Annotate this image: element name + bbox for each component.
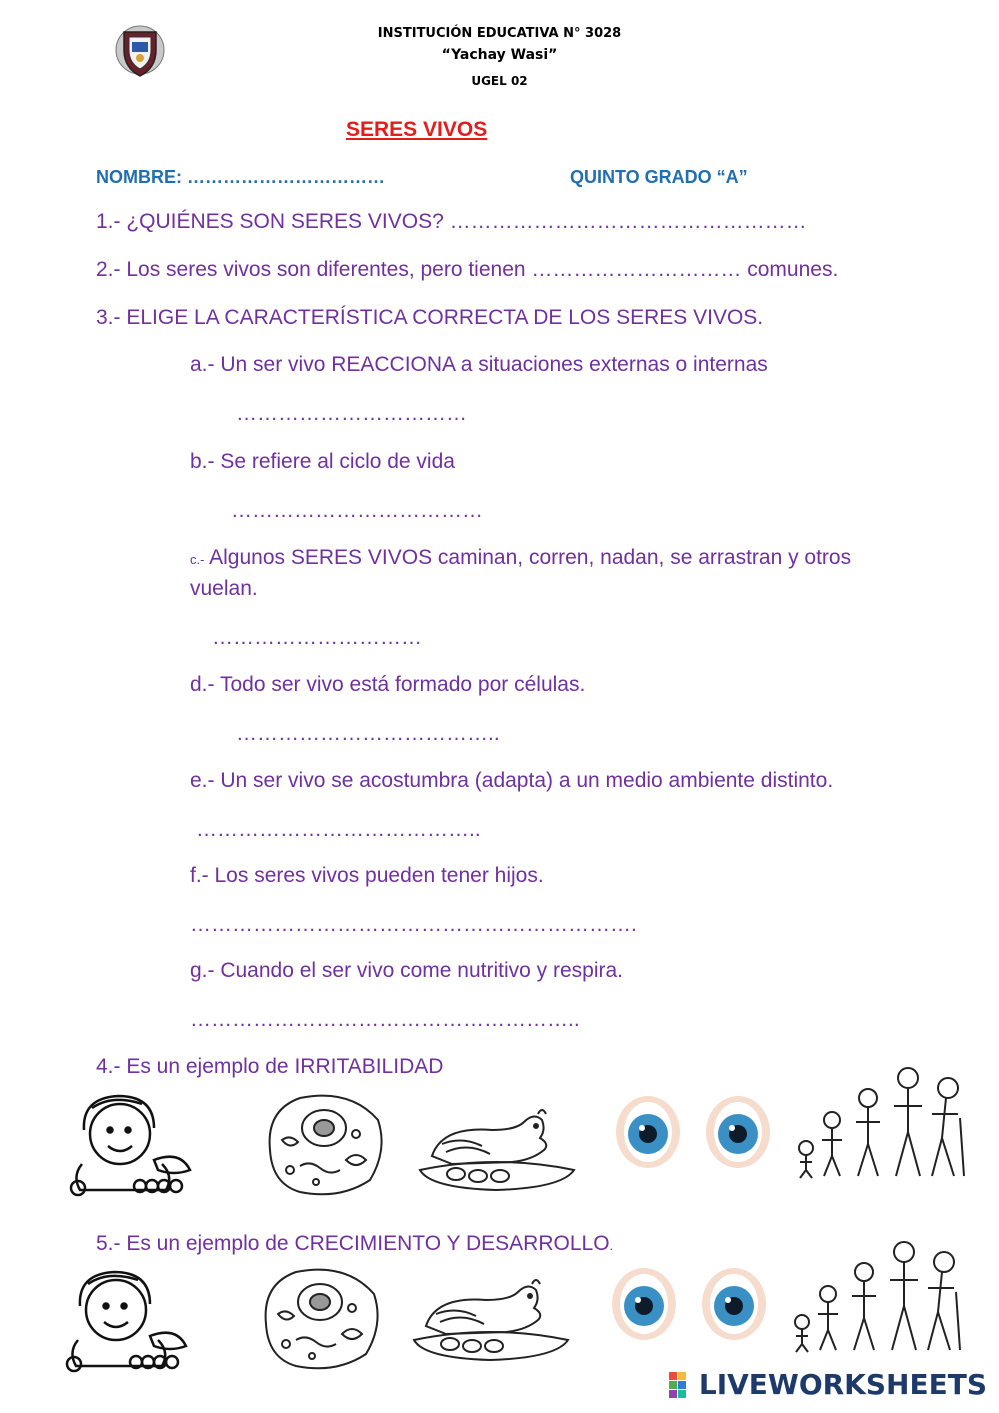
item-c-line1: Algunos SERES VIVOS caminan, corren, nadan, se arrastran y otros: [204, 546, 852, 569]
liveworksheets-logo-icon: [669, 1372, 695, 1398]
item-c-blank[interactable]: …………………………: [212, 626, 422, 649]
option-animal-cell-q4[interactable]: [260, 1090, 388, 1200]
option-hen-on-nest-q4[interactable]: [412, 1104, 580, 1196]
option-human-growth-q4[interactable]: [792, 1058, 976, 1180]
item-e-blank[interactable]: …………………………………..: [196, 818, 481, 841]
item-f-text: f.- Los seres vivos pueden tener hijos.: [190, 864, 544, 887]
option-child-eating-q4[interactable]: [62, 1090, 194, 1200]
item-d-text: d.- Todo ser vivo está formado por células.: [190, 673, 586, 696]
item-f-blank[interactable]: ……………………………………………………….: [190, 913, 637, 936]
item-e-text: e.- Un ser vivo se acostumbra (adapta) a un medio ambiente distinto.: [190, 769, 834, 792]
item-c-text: [190, 546, 851, 570]
ugel-label: UGEL 02: [471, 74, 528, 88]
option-child-eating-q5[interactable]: [58, 1266, 190, 1376]
option-hen-on-nest-q5[interactable]: [406, 1274, 574, 1366]
item-a-text: a.- Un ser vivo REACCIONA a situaciones externas o internas: [190, 353, 768, 376]
item-b-text: b.- Se refiere al ciclo de vida: [190, 450, 455, 473]
item-c-line2: vuelan.: [190, 577, 258, 600]
question-4: 4.- Es un ejemplo de IRRITABILIDAD: [96, 1055, 444, 1078]
liveworksheets-brand: [669, 1368, 987, 1401]
page-title: SERES VIVOS: [346, 118, 488, 141]
institution-name: INSTITUCIÓN EDUCATIVA N° 3028: [377, 26, 622, 41]
question-2: 2.- Los seres vivos son diferentes, pero tienen ………………………… comunes.: [96, 258, 839, 281]
question-5: [96, 1232, 613, 1256]
item-d-blank[interactable]: ………………………………..: [236, 722, 500, 745]
option-human-growth-q5[interactable]: [788, 1232, 972, 1354]
item-a-blank[interactable]: ……………………………: [236, 402, 467, 425]
question-3: 3.- ELIGE LA CARACTERÍSTICA CORRECTA DE LOS SERES VIVOS.: [96, 306, 764, 329]
option-blue-eyes-q4[interactable]: [608, 1092, 780, 1172]
school-motto: “Yachay Wasi”: [441, 47, 558, 63]
option-animal-cell-q5[interactable]: [256, 1264, 384, 1374]
item-b-blank[interactable]: ………………………………: [231, 499, 483, 522]
student-name-label: NOMBRE: ……………………………: [96, 167, 385, 187]
grade-label: QUINTO GRADO “A”: [570, 167, 748, 187]
question-5-period: .: [609, 1238, 614, 1253]
item-g-text: g.- Cuando el ser vivo come nutritivo y respira.: [190, 959, 624, 982]
question-5-text: 5.- Es un ejemplo de CRECIMIENTO Y DESARROLLO: [96, 1232, 610, 1255]
item-c-prefix: c.-: [190, 552, 205, 567]
question-1: 1.- ¿QUIÉNES SON SERES VIVOS? ……………………………………………: [96, 210, 807, 233]
item-g-blank[interactable]: ………………………………………………..: [190, 1008, 580, 1031]
liveworksheets-text: LIVEWORKSHEETS: [698, 1368, 987, 1401]
option-blue-eyes-q5[interactable]: [604, 1264, 776, 1344]
